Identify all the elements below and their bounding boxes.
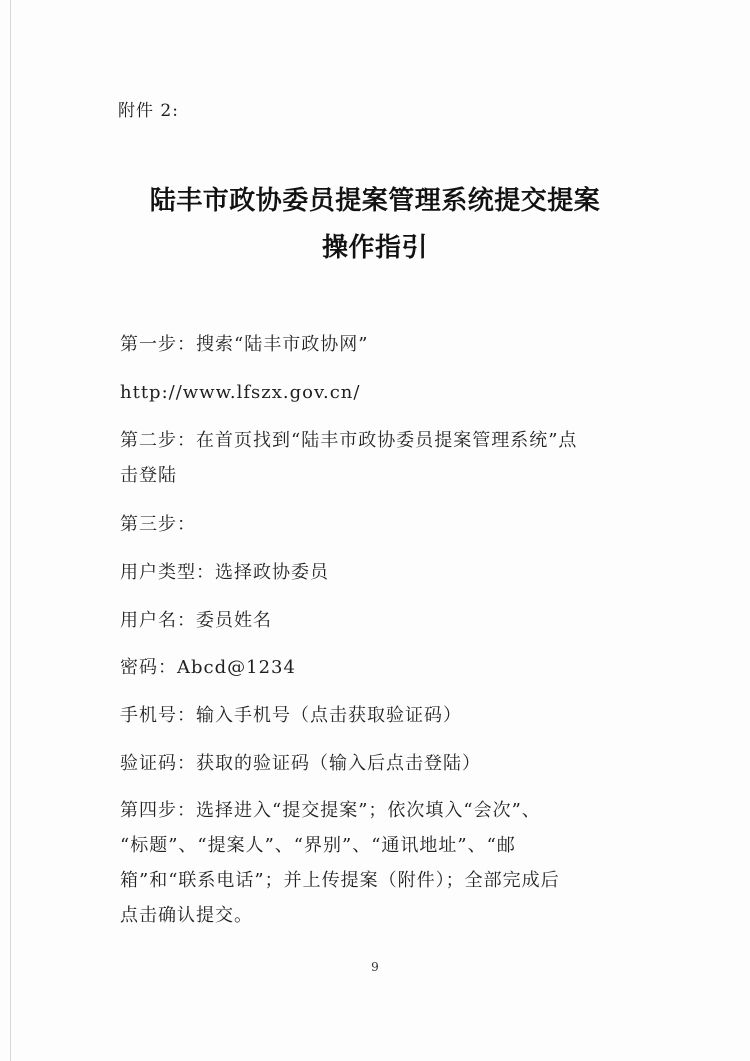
step4-text-line1: 第四步：选择进入“提交提案”；依次填入“会次”、 [120, 800, 541, 821]
user-type-text: 用户类型：选择政协委员 [120, 562, 329, 583]
step2-text-line1: 第二步：在首页找到“陆丰市政协委员提案管理系统”点 [120, 430, 578, 451]
attachment-label: 附件 2: [118, 101, 179, 121]
step4-text-line4: 点击确认提交。 [120, 905, 253, 926]
scan-edge-line [10, 0, 11, 1061]
document-title-line1: 陆丰市政协委员提案管理系统提交提案 [149, 186, 601, 216]
page-number: 9 [371, 960, 379, 974]
step3-text: 第三步： [120, 514, 196, 535]
step1-text: 第一步：搜索“陆丰市政协网” [120, 334, 369, 355]
step4-text-line3: 箱”和“联系电话”；并上传提案（附件）；全部完成后 [120, 870, 560, 891]
step4-text-line2: “标题”、“提案人”、“界别”、“通讯地址”、“邮 [120, 835, 516, 856]
document-title-line2: 操作指引 [321, 233, 428, 263]
password-text: 密码：Abcd@1234 [120, 657, 296, 678]
website-url: http://www.lfszx.gov.cn/ [120, 382, 361, 403]
verification-code-text: 验证码：获取的验证码（输入后点击登陆） [120, 753, 481, 774]
step2-text-line2: 击登陆 [120, 465, 177, 486]
username-text: 用户名：委员姓名 [120, 610, 272, 631]
phone-text: 手机号：输入手机号（点击获取验证码） [120, 705, 462, 726]
